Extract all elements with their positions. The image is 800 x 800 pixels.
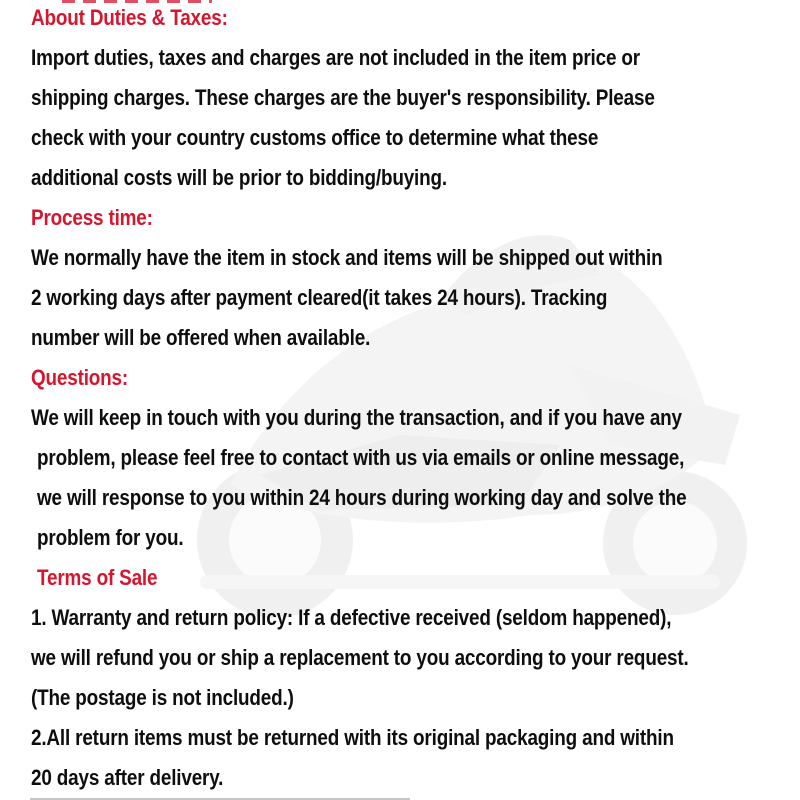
section-questions (0, 358, 800, 558)
text-line: shipping charges. These charges are the buyer's responsibility. Please (31, 85, 655, 110)
section-terms-of-sale (0, 558, 800, 798)
text-line: 1. Warranty and return policy: If a defective received (seldom happened), (31, 605, 672, 630)
text-line: problem for you. (37, 525, 184, 550)
text-line: (The postage is not included.) (31, 685, 294, 710)
text-line: We normally have the item in stock and items will be shipped out within (31, 245, 663, 270)
text-line: check with your country customs office to determine what these (31, 125, 599, 150)
text-line: 2.All return items must be returned with its original packaging and within (31, 725, 674, 750)
text-line: 2 working days after payment cleared(it takes 24 hours). Tracking (31, 285, 608, 310)
section-heading: About Duties & Taxes: (31, 5, 228, 30)
text-line: number will be offered when available. (31, 325, 371, 350)
text-line: we will refund you or ship a replacement to you according to your request. (31, 645, 689, 670)
text-line: Import duties, taxes and charges are not included in the item price or (31, 45, 640, 70)
text-line: additional costs will be prior to bidding/buying. (31, 165, 447, 190)
section-duties-taxes (0, 0, 800, 198)
section-heading: Process time: (31, 205, 153, 230)
text-line: we will response to you within 24 hours during working day and solve the (37, 485, 687, 510)
section-process-time (0, 198, 800, 358)
text-line: We will keep in touch with you during the transaction, and if you have any (31, 405, 682, 430)
text-line: 20 days after delivery. (31, 765, 224, 790)
section-heading: Questions: (31, 365, 129, 390)
text-line: problem, please feel free to contact with us via emails or online message, (37, 445, 685, 470)
section-heading: Terms of Sale (37, 565, 158, 590)
